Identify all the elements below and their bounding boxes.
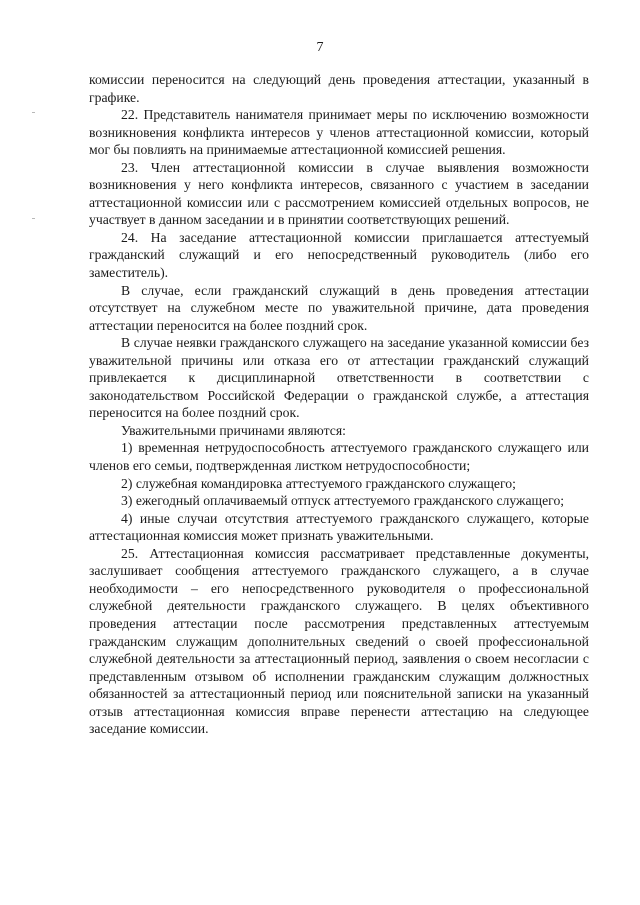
paragraph-25: 25. Аттестационная комиссия рассматривает представленные документы, заслушивает сообщения аттестуемого гражданского служащего, а в случае необходимости – его непосредственного руководителя о профессиональной служебной деятельности гражданского служащего. В целях объективного проведения аттестации после рассмотрения представленных аттестуемым гражданским служащим дополнительных сведений о своей профессиональной служебной деятельности за аттестационный период, заявления о своем несогласии с представленным отзывом об исполнении гражданским служащим должностных обязанностей за аттестационный период или пояснительной записки на указанный отзыв аттестационная комиссия вправе перенести аттестацию на следующее заседание комиссии. [89, 545, 589, 737]
list-item-2: 2) служебная командировка аттестуемого гражданского служащего; [121, 475, 516, 491]
margin-mark [32, 218, 35, 219]
list-item-1: 1) временная нетрудоспособность аттестуемого гражданского служащего или членов его семьи, подтвержденная листком нетрудоспособности; [89, 440, 589, 474]
margin-mark [32, 112, 35, 113]
paragraph-24: 24. На заседание аттестационной комиссии приглашается аттестуемый гражданский служащий и его непосредственный руководитель (либо его заместитель). [89, 229, 589, 281]
list-item-4: 4) иные случаи отсутствия аттестуемого гражданского служащего, которые аттестационная комиссия может признать уважительными. [89, 510, 589, 544]
paragraph-continuation: комиссии переносится на следующий день проведения аттестации, указанный в графике. [89, 72, 589, 105]
paragraph-23: 23. Член аттестационной комиссии в случае выявления возможности возникновения у него конфликта интересов, связанного с участием в заседании аттестационной комиссии или с рассмотрением комиссией отдельных вопросов, не участвует в данном заседании и в принятии соответствующих решений. [89, 159, 589, 228]
list-item-3: 3) ежегодный оплачиваемый отпуск аттестуемого гражданского служащего; [121, 493, 565, 509]
document-body [89, 71, 589, 738]
paragraph-22: 22. Представитель нанимателя принимает меры по исключению возможности возникновения конфликта интересов у членов аттестационной комиссии, который мог бы повлиять на принимаемые аттестационной комиссией решения. [89, 107, 589, 158]
page-number: 7 [316, 40, 324, 55]
paragraph-absence: В случае, если гражданский служащий в день проведения аттестации отсутствует на служебном месте по уважительной причине, дата проведения аттестации переносится на более поздний срок. [89, 282, 589, 333]
paragraph-valid-reasons-heading: Уважительными причинами являются: [121, 422, 346, 438]
paragraph-no-show: В случае неявки гражданского служащего на заседание указанной комиссии без уважительной причины или отказа его от аттестации гражданский служащий привлекается к дисциплинарной ответственности в соответствии с законодательством Российской Федерации о гражданской службе, а аттестация переносится на более поздний срок. [89, 335, 589, 421]
